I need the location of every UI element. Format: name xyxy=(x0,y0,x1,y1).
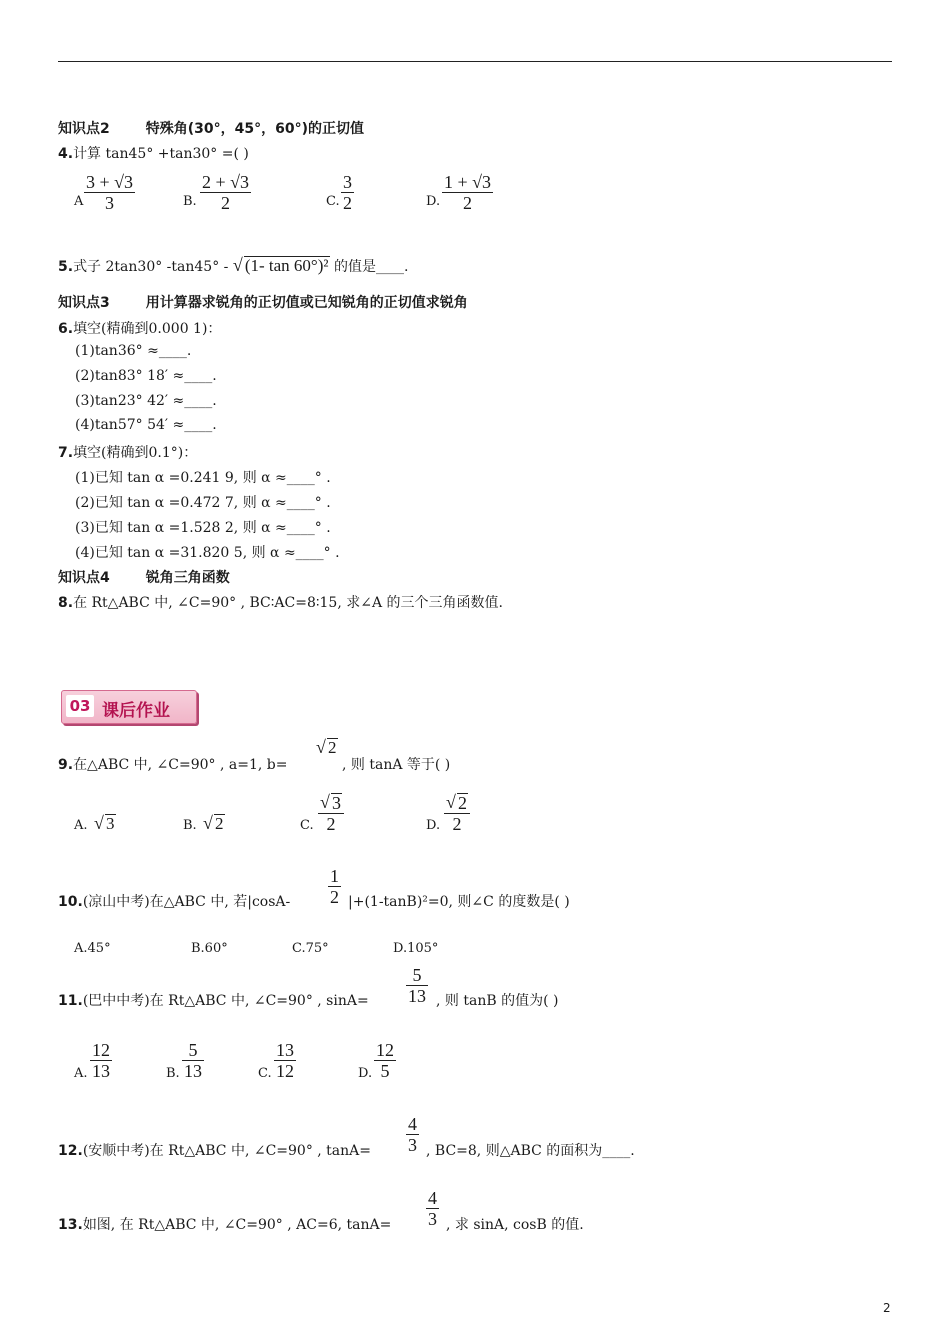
question-10 xyxy=(58,891,290,911)
q7-item: (3)已知 tan α =1.528 2, 则 α ≈____° . xyxy=(75,520,331,536)
q10-option: B.60° xyxy=(191,941,228,956)
q9-option-a-label: A. xyxy=(74,818,88,833)
denominator: 2 xyxy=(318,813,344,834)
homework-badge xyxy=(61,690,197,724)
q11-option-a-label: A. xyxy=(74,1066,88,1081)
question-text: 填空(精确到0.000 1)： xyxy=(73,321,222,337)
square-root-expression xyxy=(233,256,330,276)
denominator: 13 xyxy=(184,1061,202,1081)
question-5 xyxy=(58,256,408,276)
question-text: (安顺中考)在 Rt△ABC 中, ∠C=90° , tanA= xyxy=(82,1143,372,1159)
q13-text-end: , 求 sinA, cosB 的值. xyxy=(446,1217,584,1233)
question-number: 11. xyxy=(58,993,83,1009)
question-number: 8. xyxy=(58,595,74,611)
q4-option-c-label: C. xyxy=(326,194,340,209)
q10-option: A.45° xyxy=(74,941,111,956)
q11-option-c-fraction xyxy=(274,1040,296,1081)
question-text: (巴中中考)在 Rt△ABC 中, ∠C=90° , sinA= xyxy=(82,993,369,1009)
radical-sign-icon: √ xyxy=(316,737,326,757)
q13-fraction xyxy=(426,1188,439,1229)
radicand: 2 xyxy=(328,738,337,757)
radicand: (1- tan 60°)² xyxy=(244,256,329,275)
radical-sign-icon: √ xyxy=(203,813,213,833)
q10-option: D.105° xyxy=(393,941,439,956)
question-13 xyxy=(58,1214,391,1234)
question-6 xyxy=(58,318,221,338)
section-number: 知识点3 xyxy=(58,295,110,311)
q4-option-b-fraction xyxy=(200,172,251,213)
top-rule xyxy=(58,61,892,62)
section-title: 用计算器求锐角的正切值或已知锐角的正切值求锐角 xyxy=(145,295,468,311)
numerator: 3 + √3 xyxy=(86,172,134,192)
numerator: 3 xyxy=(343,172,352,192)
question-number: 5. xyxy=(58,259,74,275)
q7-item: (1)已知 tan α =0.241 9, 则 α ≈____° . xyxy=(75,470,331,486)
section-heading-kp4 xyxy=(58,567,230,587)
q12-fraction xyxy=(406,1114,419,1155)
question-number: 4. xyxy=(58,146,74,162)
denominator: 13 xyxy=(92,1061,110,1081)
numerator: 4 xyxy=(428,1188,437,1208)
page-number: 2 xyxy=(883,1301,891,1315)
denominator: 2 xyxy=(442,192,493,213)
denominator: 2 xyxy=(330,887,339,907)
q9-text-end: , 则 tanA 等于( ) xyxy=(342,757,451,773)
question-text: 在△ABC 中, ∠C=90° , a=1, b= xyxy=(73,757,288,773)
question-text: 计算 tan45° +tan30° =( ) xyxy=(73,146,249,162)
q11-fraction xyxy=(406,965,428,1006)
q9-b-root xyxy=(316,738,338,758)
radical-sign-icon: √ xyxy=(232,255,243,275)
denominator: 2 xyxy=(343,193,352,213)
q7-item: (4)已知 tan α =31.820 5, 则 α ≈____° . xyxy=(75,545,340,561)
q4-option-a-fraction xyxy=(84,172,135,213)
question-9 xyxy=(58,754,287,774)
q11-option-b-label: B. xyxy=(166,1066,180,1081)
denominator: 3 xyxy=(84,192,135,213)
numerator: √ 2 xyxy=(446,792,467,813)
q6-item: (4)tan57° 54′ ≈____. xyxy=(75,417,217,433)
q9-option-b-root xyxy=(203,814,225,834)
q11-option-a-fraction xyxy=(90,1040,112,1081)
q9-option-d-fraction xyxy=(444,793,470,834)
q9-option-d-label: D. xyxy=(426,818,441,833)
numerator: √ 3 xyxy=(320,792,341,813)
numerator: 1 + √3 xyxy=(444,172,492,192)
section-title: 锐角三角函数 xyxy=(145,570,230,586)
section-title: 特殊角(30°，45°，60°)的正切值 xyxy=(145,121,364,137)
numerator: 4 xyxy=(408,1114,417,1134)
section-number: 知识点2 xyxy=(58,121,110,137)
radicand: 3 xyxy=(106,814,115,833)
numerator: 2 + √3 xyxy=(202,172,250,192)
badge-number: 03 xyxy=(66,695,94,717)
q10-text-end: |+(1-tanB)²=0, 则∠C 的度数是( ) xyxy=(348,894,570,910)
question-number: 9. xyxy=(58,757,74,773)
radical-sign-icon: √ xyxy=(94,813,104,833)
denominator: 13 xyxy=(408,986,426,1006)
question-4 xyxy=(58,143,249,163)
numerator: 12 xyxy=(92,1040,110,1060)
q11-text-end: , 则 tanB 的值为( ) xyxy=(436,993,559,1009)
q4-option-c-fraction xyxy=(341,172,354,213)
numerator: 1 xyxy=(330,866,339,886)
question-text: 在 Rt△ABC 中, ∠C=90° , BC∶AC=8∶15, 求∠A 的三个三角函数值. xyxy=(73,595,503,611)
q4-option-b-label: B. xyxy=(183,194,197,209)
denominator: 3 xyxy=(428,1209,437,1229)
q7-item: (2)已知 tan α =0.472 7, 则 α ≈____° . xyxy=(75,495,331,511)
denominator: 2 xyxy=(200,192,251,213)
numerator: 5 xyxy=(412,965,422,985)
numerator: 12 xyxy=(376,1040,394,1060)
q4-option-a-label: A xyxy=(74,194,84,209)
radicand: 2 xyxy=(215,814,224,833)
section-heading-kp2 xyxy=(58,118,364,138)
q11-option-b-fraction xyxy=(182,1040,204,1081)
q11-option-d-fraction xyxy=(374,1040,396,1081)
question-number: 7. xyxy=(58,445,74,461)
q9-option-b-label: B. xyxy=(183,818,197,833)
q12-text-end: , BC=8, 则△ABC 的面积为____. xyxy=(426,1143,635,1159)
question-number: 10. xyxy=(58,894,83,910)
question-number: 12. xyxy=(58,1143,83,1159)
question-text: 填空(精确到0.1°)： xyxy=(73,445,198,461)
numerator: 13 xyxy=(276,1040,294,1060)
section-number: 知识点4 xyxy=(58,570,110,586)
question-text-end: 的值是____. xyxy=(333,259,409,275)
q9-option-c-fraction xyxy=(318,793,344,834)
numerator: 5 xyxy=(188,1040,198,1060)
denominator: 3 xyxy=(408,1135,417,1155)
q4-option-d-label: D. xyxy=(426,194,441,209)
denominator: 2 xyxy=(444,813,470,834)
question-7 xyxy=(58,442,197,462)
question-text: 式子 2tan30° -tan45° - xyxy=(73,259,229,275)
q9-option-c-label: C. xyxy=(300,818,314,833)
badge-label: 课后作业 xyxy=(102,701,170,721)
q11-option-d-label: D. xyxy=(358,1066,373,1081)
q10-option: C.75° xyxy=(292,941,329,956)
question-11 xyxy=(58,990,369,1010)
q6-item: (3)tan23° 42′ ≈____. xyxy=(75,393,217,409)
q11-option-c-label: C. xyxy=(258,1066,272,1081)
question-text: (凉山中考)在△ABC 中, 若|cosA- xyxy=(82,894,291,910)
denominator: 12 xyxy=(276,1061,294,1081)
q4-option-d-fraction xyxy=(442,172,493,213)
section-heading-kp3 xyxy=(58,292,468,312)
denominator: 5 xyxy=(374,1060,396,1081)
q6-item: (2)tan83° 18′ ≈____. xyxy=(75,368,217,384)
question-number: 13. xyxy=(58,1217,83,1233)
question-12 xyxy=(58,1140,371,1160)
q10-fraction xyxy=(328,866,341,907)
question-text: 如图, 在 Rt△ABC 中, ∠C=90° , AC=6, tanA= xyxy=(82,1217,392,1233)
q9-option-a-root xyxy=(94,814,116,834)
question-8 xyxy=(58,592,503,612)
q6-item: (1)tan36° ≈____. xyxy=(75,343,192,359)
question-number: 6. xyxy=(58,321,74,337)
